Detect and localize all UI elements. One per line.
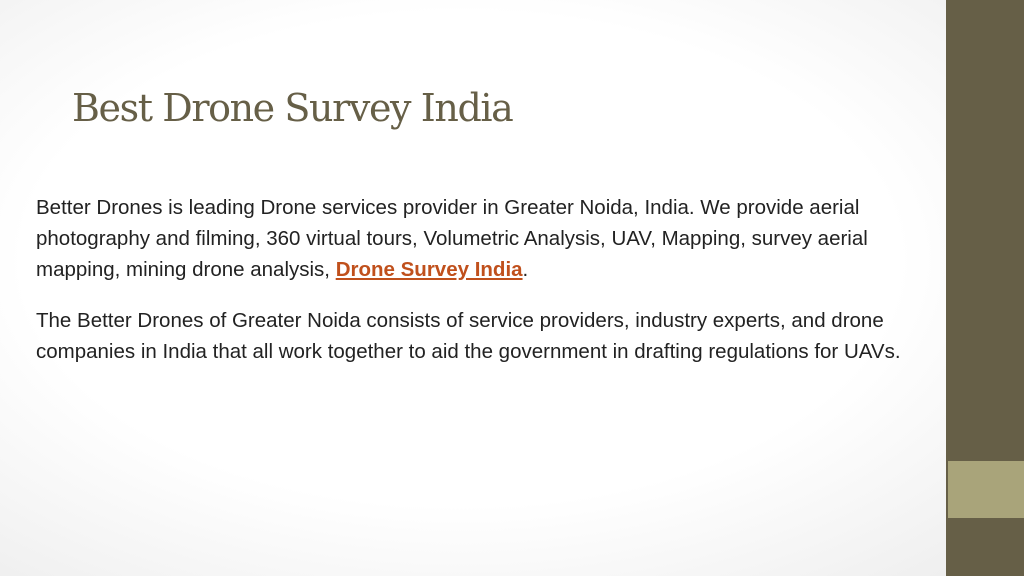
- paragraph-2: The Better Drones of Greater Noida consists of service providers, industry experts, and drone companies in India that all work together to aid the government in drafting regulations for UAVs.: [36, 309, 901, 363]
- slide-title: Best Drone Survey India: [72, 86, 513, 130]
- sidebar-accent-block: [948, 461, 1024, 518]
- paragraph-1: [36, 192, 926, 285]
- slide-body: [36, 192, 926, 387]
- paragraph-1-end: .: [522, 258, 529, 281]
- paragraph-1-text: Better Drones is leading Drone services provider in Greater Noida, India. We provide aerial photography and filming, 360 virtual tours, Volumetric Analysis, UAV, Mapping, survey aerial mapping, mining drone analysis,: [36, 196, 868, 281]
- drone-survey-india-link[interactable]: Drone Survey India: [335, 258, 523, 281]
